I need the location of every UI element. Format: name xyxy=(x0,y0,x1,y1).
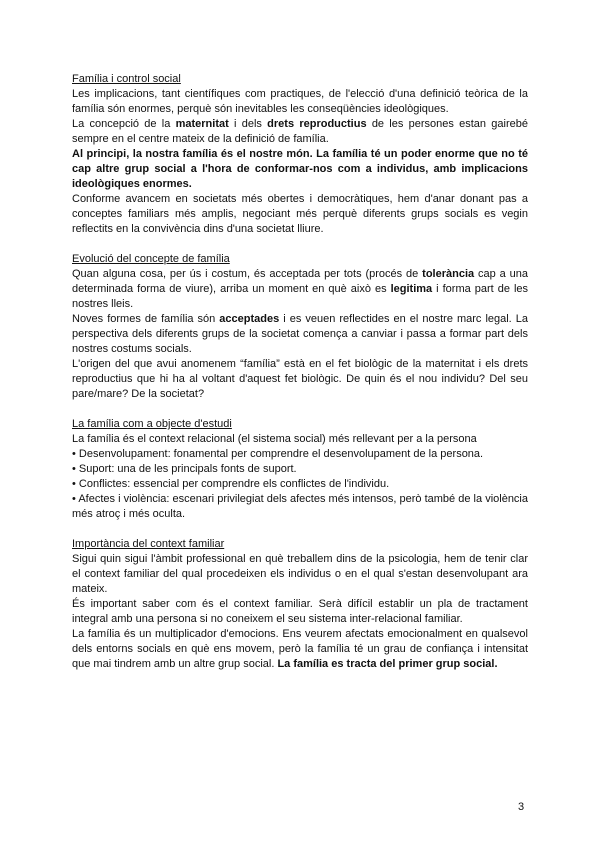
section-heading: Evolució del concepte de família xyxy=(72,253,230,265)
bullet-item xyxy=(72,492,528,522)
paragraph xyxy=(72,192,528,237)
paragraph-bold xyxy=(72,147,528,192)
text-run: Conforme avancem en societats més obertes i democràtiques, hem d'anar donant pas a conceptes familiars més amplis, negociant més perquè diferents grups socials es vegin reflectits en la convivència dins d'una societat lliure. xyxy=(72,193,528,235)
text-run: • Afectes i violència: escenari privilegiat dels afectes més intensos, però també de la violència més atroç i més oculta. xyxy=(72,493,528,520)
section-familia-objecte-estudi xyxy=(72,417,528,522)
paragraph xyxy=(72,627,528,672)
text-run: • Suport: una de les principals fonts de suport. xyxy=(72,463,297,475)
paragraph xyxy=(72,597,528,627)
text-run: Sigui quin sigui l'àmbit professional en què treballem dins de la psicologia, hem de tenir clar el context familiar del qual procedeixen els individus o en el qual s'estan desenvolupant ara mateix. xyxy=(72,553,528,595)
paragraph xyxy=(72,357,528,402)
text-run: Noves formes de família són xyxy=(72,313,220,325)
text-run: de les persones estan gairebé sempre en el centre mateix de la definició de família. xyxy=(72,118,528,145)
paragraph xyxy=(72,312,528,357)
text-run: L'origen del que avui anomenem “família” està en el fet biològic de la maternitat i els drets reproductius que hi ha al voltant d'aquest fet biològic. De quin és el nou individu? Del seu pare/mare? De la societat? xyxy=(72,358,528,400)
bold-text-run: tolerància xyxy=(422,268,475,280)
section-familia-control-social xyxy=(72,72,528,237)
text-run: Les implicacions, tant científiques com practiques, de l'elecció d'una definició teòrica de la família són enormes, perquè són inevitables les conseqüències ideològiques. xyxy=(72,88,528,115)
text-run: La concepció de la xyxy=(72,118,176,130)
bullet-item xyxy=(72,447,528,462)
paragraph xyxy=(72,87,528,117)
bold-text-run: maternitat xyxy=(175,118,229,130)
text-run: cap a una determinada forma de viure), arriba un moment en què això es xyxy=(72,268,529,295)
paragraph xyxy=(72,117,528,147)
paragraph xyxy=(72,552,528,597)
page-number: 3 xyxy=(518,801,525,813)
text-run: i dels xyxy=(228,118,268,130)
section-importancia-context-familiar xyxy=(72,537,528,672)
text-run: • Desenvolupament: fonamental per comprendre el desenvolupament de la persona. xyxy=(72,448,484,460)
bullet-item xyxy=(72,477,528,492)
bullet-item xyxy=(72,462,528,477)
section-heading: Família i control social xyxy=(72,73,181,85)
section-heading: La família com a objecte d'estudi xyxy=(72,418,232,430)
text-run: i es veuen reflectides en el nostre marc legal. La perspectiva dels diferents grups de la societat comença a canviar i passa a formar part dels nostres costums socials. xyxy=(72,313,528,355)
text-run: • Conflictes: essencial per comprendre els conflictes de l'individu. xyxy=(72,478,390,490)
bold-text-run: Al principi, la nostra família és el nostre món. La família té un poder enorme que no té cap altre grup social a l'hora de conformar-nos com a individus, amb implicacions ideològiques enormes. xyxy=(72,148,528,190)
text-run: i forma part de les nostres lleis. xyxy=(72,283,529,310)
document-page xyxy=(72,72,528,687)
bold-text-run: La família es tracta del primer grup social. xyxy=(277,658,498,670)
text-run: Quan alguna cosa, per ús i costum, és acceptada per tots (procés de xyxy=(72,268,423,280)
section-heading: Importància del context familiar xyxy=(72,538,225,550)
paragraph xyxy=(72,432,528,447)
bold-text-run: legitima xyxy=(390,283,433,295)
text-run: La família és el context relacional (el sistema social) més rellevant per a la persona xyxy=(72,433,477,445)
text-run: La família és un multiplicador d'emocions. Ens veurem afectats emocionalment en qualsevol dels entorns socials en què ens movem, però la família té un grau de confiança i intensitat que mai tindrem amb un altre grup social. xyxy=(72,628,528,670)
section-evolucio-concepte-familia xyxy=(72,252,528,402)
text-run: És important saber com és el context familiar. Serà difícil establir un pla de tractament integral amb una persona si no coneixem el seu sistema inter-relacional familiar. xyxy=(72,598,528,625)
bold-text-run: drets reproductius xyxy=(267,118,367,130)
bold-text-run: acceptades xyxy=(219,313,280,325)
paragraph xyxy=(72,267,528,312)
